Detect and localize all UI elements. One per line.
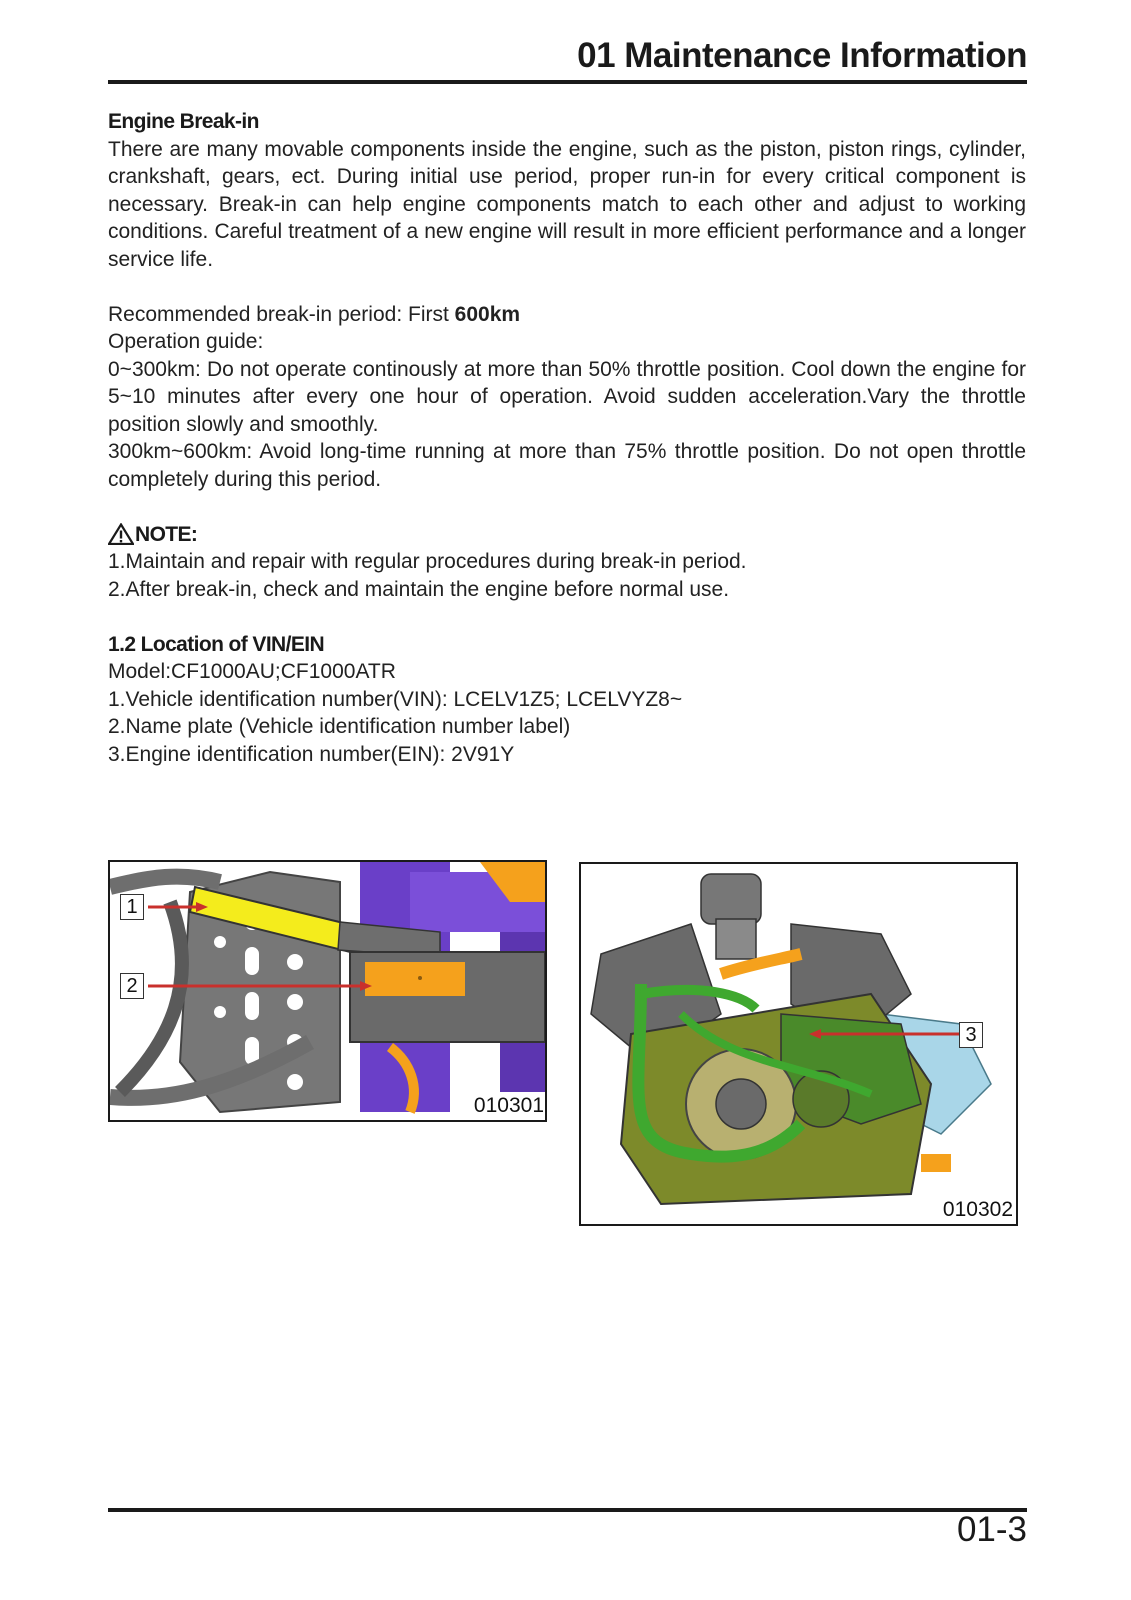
vin-item: 2.Name plate (Vehicle identification number label) [108,715,571,738]
figure-engine-ein [579,862,1018,1226]
vin-heading: 1.2 Location of VIN/EIN [108,632,325,656]
period-label: Recommended break-in period: First [108,302,455,326]
break-in-heading: Engine Break-in [108,110,259,133]
callout-2: 2 [120,973,144,999]
note-item: 2.After break-in, check and maintain the engine before normal use. [108,577,730,601]
operation-guide-label: Operation guide: [108,330,264,353]
warning-triangle-icon [108,523,134,545]
footer-rule [108,1508,1027,1512]
note-label: NOTE: [135,522,198,546]
callout-1: 1 [120,894,144,920]
vin-item: 3.Engine identification number(EIN): 2V91Y [108,742,515,766]
guide-step-1: 0~300km: Do not operate continously at more than 50% throttle position. Cool down the engine for 5~10 minutes after every one hour of operation. Avoid sudden acceleration.Vary the throttle position slowly and smoothly. [108,357,1026,436]
engine-illustration [581,864,1016,1224]
vin-item: 1.Vehicle identification number(VIN): LCELV1Z5; LCELVYZ8~ [108,687,683,711]
page-number: 01-3 [956,1510,1027,1549]
note-item: 1.Maintain and repair with regular procedures during break-in period. [108,550,747,573]
page-title: 01 Maintenance Information [577,36,1027,75]
figure-code: 010301 [473,1094,544,1117]
header-rule [108,80,1027,84]
callout-3: 3 [959,1022,983,1048]
guide-step-2: 300km~600km: Avoid long-time running at more than 75% throttle position. Do not open throttle completely during this period. [108,440,1026,491]
figure-frame-vin [108,860,547,1122]
break-in-period [108,301,1026,329]
note-heading [108,521,1026,549]
break-in-paragraph: There are many movable components inside the engine, such as the piston, piston rings, cylinder, crankshaft, gears, ect. During initial use period, proper run-in for every critical component is necessary. Break-in can help engine components match to each other and adjust to working conditions. Careful treatment of a new engine will result in more efficient performance and a longer service life. [108,137,1026,271]
main-content [108,108,1026,768]
figure-code: 010302 [942,1198,1013,1221]
period-value: 600km [454,302,521,326]
model-line: Model:CF1000AU;CF1000ATR [108,660,396,683]
frame-illustration [110,862,545,1120]
